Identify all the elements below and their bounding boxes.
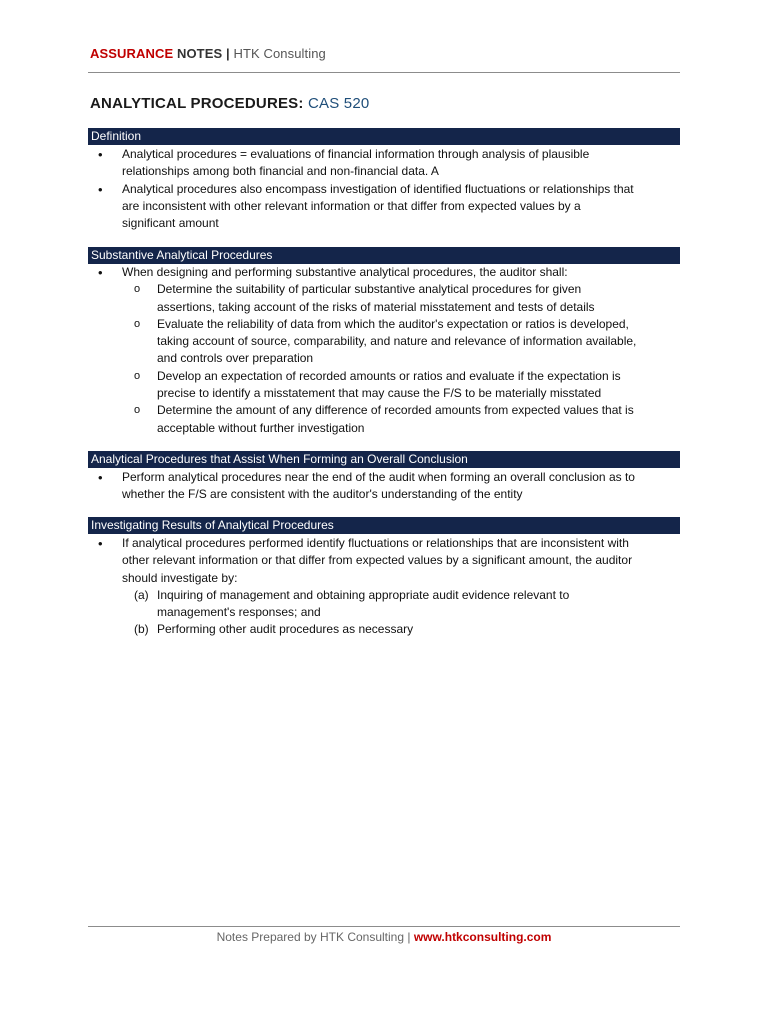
bullet-icon: • bbox=[98, 181, 103, 197]
text-line: Develop an expectation of recorded amounts or ratios and evaluate if the expectation is bbox=[157, 368, 621, 383]
lettered-item-a bbox=[88, 587, 680, 622]
section-body-definition bbox=[88, 146, 680, 232]
header-brand-notes: NOTES bbox=[176, 46, 223, 61]
text-line: If analytical procedures performed identify fluctuations or relationships that are inconsistent with bbox=[122, 536, 629, 550]
header-brand-assurance: ASSURANCE bbox=[90, 46, 174, 61]
section-body-overall-conclusion bbox=[88, 469, 680, 504]
circle-bullet-icon: o bbox=[134, 283, 141, 296]
text-line: other relevant information or that differ from expected values by a significant amount, the auditor bbox=[122, 553, 633, 568]
text-line: assertions, taking account of the risks of material misstatement and tests of details bbox=[157, 299, 595, 314]
text-line: Determine the amount of any difference of recorded amounts from expected values that is bbox=[157, 403, 634, 418]
text-line: should investigate by: bbox=[122, 570, 238, 585]
page-header bbox=[90, 46, 326, 61]
text-line: Analytical procedures = evaluations of financial information through analysis of plausible bbox=[122, 147, 590, 161]
section-body-investigating bbox=[88, 535, 680, 639]
sub-list-item bbox=[88, 316, 680, 368]
footer-website-link[interactable]: www.htkconsulting.com bbox=[413, 930, 552, 944]
circle-bullet-icon: o bbox=[134, 369, 141, 382]
text-line: acceptable without further investigation bbox=[157, 420, 365, 435]
bullet-icon: • bbox=[98, 147, 103, 162]
text-line: significant amount bbox=[122, 216, 219, 231]
list-item bbox=[88, 469, 680, 504]
section-heading-overall-conclusion: Analytical Procedures that Assist When Forming an Overall Conclusion bbox=[88, 451, 680, 468]
page-title-code: CAS 520 bbox=[307, 95, 370, 112]
text-line: Performing other audit procedures as necessary bbox=[157, 622, 414, 637]
lettered-item-b bbox=[88, 621, 680, 638]
text-line: Inquiring of management and obtaining appropriate audit evidence relevant to bbox=[157, 587, 570, 602]
header-divider bbox=[88, 72, 680, 73]
list-item bbox=[88, 146, 680, 181]
page-title bbox=[90, 95, 369, 112]
text-line: Perform analytical procedures near the end of the audit when forming an overall conclusion as to bbox=[122, 470, 635, 484]
header-separator: | bbox=[225, 46, 230, 61]
bullet-icon: • bbox=[98, 265, 103, 280]
footer-divider bbox=[88, 926, 680, 927]
list-item bbox=[88, 535, 680, 587]
text-line: Determine the suitability of particular substantive analytical procedures for given bbox=[157, 282, 582, 297]
text-line: management's responses; and bbox=[157, 605, 321, 620]
item-label: (b) bbox=[134, 622, 149, 637]
bullet-icon: • bbox=[98, 470, 103, 485]
footer-text: Notes Prepared by HTK Consulting bbox=[216, 930, 405, 944]
sub-list-item bbox=[88, 281, 680, 316]
list-item bbox=[88, 181, 680, 233]
bullet-icon: • bbox=[98, 536, 103, 551]
sub-list-item bbox=[88, 402, 680, 437]
section-heading-substantive: Substantive Analytical Procedures bbox=[88, 247, 680, 264]
header-company: HTK Consulting bbox=[233, 46, 326, 61]
item-label: (a) bbox=[134, 587, 149, 602]
page-footer bbox=[0, 930, 768, 944]
text-line: whether the F/S are consistent with the auditor's understanding of the entity bbox=[122, 487, 523, 502]
circle-bullet-icon: o bbox=[134, 317, 141, 330]
text-line: taking account of source, comparability, and nature and relevance of information available, bbox=[157, 334, 637, 349]
section-heading-definition: Definition bbox=[88, 128, 680, 145]
text-line: relationships among both financial and non-financial data. A bbox=[122, 164, 439, 179]
text-line: When designing and performing substantive analytical procedures, the auditor shall: bbox=[122, 265, 568, 279]
text-line: and controls over preparation bbox=[157, 351, 314, 366]
sub-list-item bbox=[88, 368, 680, 403]
page-title-main: ANALYTICAL PROCEDURES: bbox=[90, 95, 304, 112]
list-item bbox=[88, 264, 680, 281]
section-body-substantive bbox=[88, 264, 680, 437]
footer-separator: | bbox=[407, 930, 411, 944]
section-heading-investigating: Investigating Results of Analytical Procedures bbox=[88, 517, 680, 534]
circle-bullet-icon: o bbox=[134, 404, 141, 417]
text-line: Evaluate the reliability of data from which the auditor's expectation or ratios is developed, bbox=[157, 316, 629, 331]
text-line: are inconsistent with other relevant information or that differ from expected values by a bbox=[122, 198, 581, 213]
text-line: Analytical procedures also encompass investigation of identified fluctuations or relationships that bbox=[122, 181, 634, 196]
text-line: precise to identify a misstatement that may cause the F/S to be materially misstated bbox=[157, 386, 602, 401]
